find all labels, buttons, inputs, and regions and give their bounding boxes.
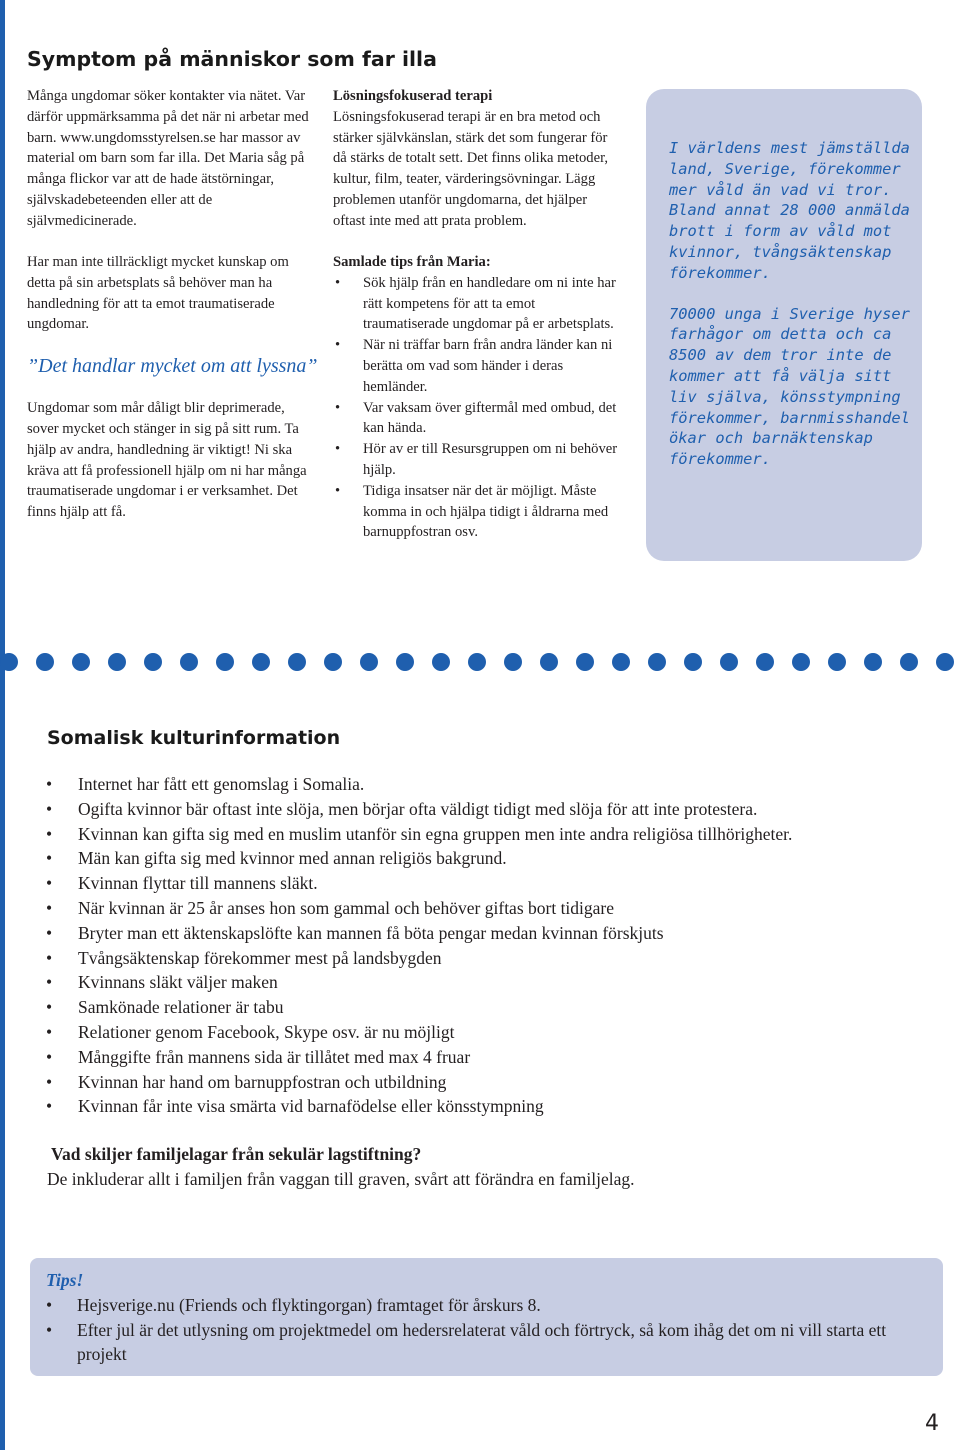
left-column: [27, 86, 319, 523]
divider-dot: [324, 653, 342, 671]
divider-dot: [792, 653, 810, 671]
list-item: • Internet har fått ett genomslag i Somalia.: [46, 772, 946, 797]
divider-dot: [216, 653, 234, 671]
list-item: • Kvinnan har hand om barnuppfostran och utbildning: [46, 1070, 946, 1095]
divider-dot: [252, 653, 270, 671]
divider-dot: [360, 653, 378, 671]
list-item: • Hejsverige.nu (Friends och flyktingorgan) framtaget för årskurs 8.: [46, 1293, 927, 1318]
list-item: • Hör av er till Resursgruppen om ni behöver hjälp.: [333, 439, 623, 481]
list-item: • Kvinnans släkt väljer maken: [46, 970, 946, 995]
divider-dot: [684, 653, 702, 671]
divider-dot: [432, 653, 450, 671]
list-item: • Ogifta kvinnor bär oftast inte slöja, men börjar ofta väldigt tidigt med slöja för att inte protestera.: [46, 797, 946, 822]
list-item: • Månggifte från mannens sida är tillåtet med max 4 fruar: [46, 1045, 946, 1070]
list-item: • Kvinnan får inte visa smärta vid barnafödelse eller könsstympning: [46, 1094, 946, 1119]
paragraph: Ungdomar som mår dåligt blir deprimerade, sover mycket och stänger in sig på sitt rum. Ta hjälp av andra, handledning är viktigt! Ni ska kräva att få professionell hjälp om ni har många traumatiserade ungdomar i er verksamhet. Det finns hjälp att få.: [27, 400, 307, 521]
divider-dot: [720, 653, 738, 671]
divider-dot: [0, 653, 18, 671]
divider-dot: [180, 653, 198, 671]
pull-quote: ”Det handlar mycket om att lyssna”: [27, 355, 318, 378]
section-heading: Somalisk kulturinformation: [47, 727, 341, 749]
list-item: • Kvinnan kan gifta sig med en muslim utanför sin egna gruppen men inte andra religiösa tillhörigheter.: [46, 822, 946, 847]
list-item: • När ni träffar barn från andra länder kan ni berätta om vad som händer i deras hemländer.: [333, 335, 623, 397]
divider-dot: [144, 653, 162, 671]
tips-title: Samlade tips från Maria:: [333, 254, 491, 271]
divider-dot: [576, 653, 594, 671]
tips-box: [30, 1258, 943, 1376]
page-heading: Symptom på människor som far illa: [27, 47, 437, 71]
dot-divider: [0, 650, 960, 676]
list-item: • Män kan gifta sig med kvinnor med annan religiös bakgrund.: [46, 846, 946, 871]
section-title: Lösningsfokuserad terapi: [333, 88, 493, 104]
divider-dot: [612, 653, 630, 671]
divider-dot: [540, 653, 558, 671]
list-item: • Relationer genom Facebook, Skype osv. är nu möjligt: [46, 1020, 946, 1045]
list-item: • När kvinnan är 25 år anses hon som gammal och behöver giftas bort tidigare: [46, 896, 946, 921]
callout-paragraph: I världens mest jämställda land, Sverige, förekommer mer våld än vad vi tror. Bland annat 28 000 anmälda brott i form av våld mot kvinnor, tvångsäktenskap förekommer.: [669, 139, 910, 282]
divider-dot: [504, 653, 522, 671]
list-item: • Efter jul är det utlysning om projektmedel om hedersrelaterat våld och förtryck, så kom ihåg det om ni vill starta ett projekt: [46, 1318, 927, 1368]
divider-dot: [36, 653, 54, 671]
callout-paragraph: 70000 unga i Sverige hyser farhågor om detta och ca 8500 av dem tror inte de kommer att få välja sitt liv själva, könsstympning förekommer, barnmisshandel ökar och barnäktenskap förekommer.: [669, 304, 910, 469]
callout-box: [646, 89, 922, 561]
divider-dot: [756, 653, 774, 671]
divider-dot: [108, 653, 126, 671]
page-number: 4: [925, 1411, 939, 1436]
list-item: • Sök hjälp från en handledare om ni inte har rätt kompetens för att ta emot traumatiserade ungdomar på er arbetsplats.: [333, 273, 623, 335]
list-item: • Bryter man ett äktenskapslöfte kan mannen få böta pengar medan kvinnan förskjuts: [46, 921, 946, 946]
middle-column: [333, 86, 623, 543]
divider-dot: [936, 653, 954, 671]
tips-box-title: Tips!: [46, 1270, 84, 1290]
list-item: • Var vaksam över giftermål med ombud, det kan hända.: [333, 398, 623, 440]
divider-dot: [900, 653, 918, 671]
list-item: • Samkönade relationer är tabu: [46, 995, 946, 1020]
divider-dot: [468, 653, 486, 671]
question-answer: De inkluderar allt i familjen från vaggan till graven, svårt att förändra en familjelag.: [47, 1169, 635, 1189]
divider-dot: [828, 653, 846, 671]
divider-dot: [396, 653, 414, 671]
paragraph: Lösningsfokuserad terapi är en bra metod och stärker självkänslan, stärk det som fungerar för då stärks de totalt sett. Det finns olika metoder, kultur, film, teater, värderingsövningar. Lägg problemen utanför ungdomarna, det hjälper oftast inte med att prata problem.: [333, 108, 609, 229]
culture-info-list: [46, 772, 946, 1119]
list-item: • Tidiga insatser när det är möjligt. Måste komma in och hjälpa tidigt i åldrarna med barnuppfostran osv.: [333, 481, 623, 543]
tips-box-list: [46, 1293, 927, 1367]
question-title: Vad skiljer familjelagar från sekulär lagstiftning?: [51, 1144, 422, 1164]
tips-list: [333, 273, 623, 543]
paragraph: Har man inte tillräckligt mycket kunskap om detta på sin arbetsplats så behöver man ha handledning för att ta emot traumatiserade ungdomar.: [27, 254, 289, 333]
list-item: • Kvinnan flyttar till mannens släkt.: [46, 871, 946, 896]
left-accent-bar: [0, 0, 5, 1450]
divider-dot: [72, 653, 90, 671]
divider-dot: [864, 653, 882, 671]
divider-dot: [288, 653, 306, 671]
paragraph: Många ungdomar söker kontakter via nätet. Var därför uppmärksamma på det när ni arbetar med barn. www.ungdomsstyrelsen.se har massor av material om barn som far illa. Det Maria såg på många flickor var att de hade ätstörningar, självskadebeteenden eller att de självmedicinerade.: [27, 88, 309, 229]
divider-dot: [648, 653, 666, 671]
list-item: • Tvångsäktenskap förekommer mest på landsbygden: [46, 946, 946, 971]
